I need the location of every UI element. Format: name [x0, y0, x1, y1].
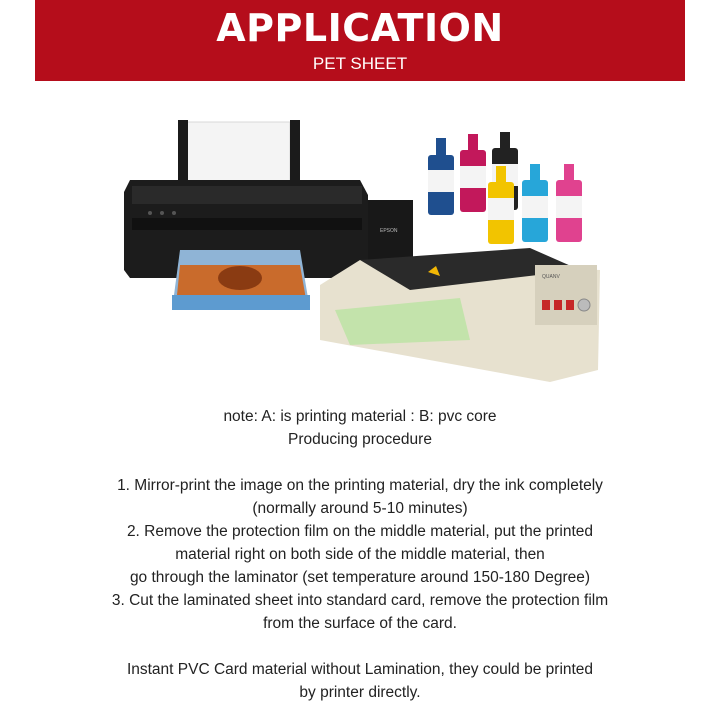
step-2-line-3: go through the laminator (set temperature around 150-180 Degree): [129, 569, 591, 586]
laminator-brand-label: QUANV: [542, 274, 560, 280]
step-1-line-2: (normally around 5-10 minutes): [252, 500, 468, 517]
note-line: note: A: is printing material : B: pvc core: [223, 408, 497, 425]
footer-line-2: by printer directly.: [299, 684, 421, 701]
instructions-text: [40, 405, 680, 704]
step-3-line-2: from the surface of the card.: [263, 615, 457, 632]
page-subtitle: PET SHEET: [312, 54, 408, 73]
step-2-line-2: material right on both side of the middle material, then: [175, 546, 545, 563]
step-3-line-1: 3. Cut the laminated sheet into standard card, remove the protection film: [111, 592, 609, 609]
step-1-line-1: 1. Mirror-print the image on the printing material, dry the ink completely: [117, 477, 603, 494]
ink-bottles-image: [428, 132, 582, 244]
printer-brand-label: EPSON: [380, 228, 398, 234]
procedure-heading: Producing procedure: [288, 431, 432, 448]
page-title: APPLICATION: [216, 6, 504, 50]
header-banner: [35, 0, 685, 81]
laminator-image: [320, 248, 600, 382]
footer-line-1: Instant PVC Card material without Lamination, they could be printed: [126, 661, 594, 678]
step-2-line-1: 2. Remove the protection film on the middle material, put the printed: [126, 523, 594, 540]
product-illustration: [110, 100, 620, 400]
